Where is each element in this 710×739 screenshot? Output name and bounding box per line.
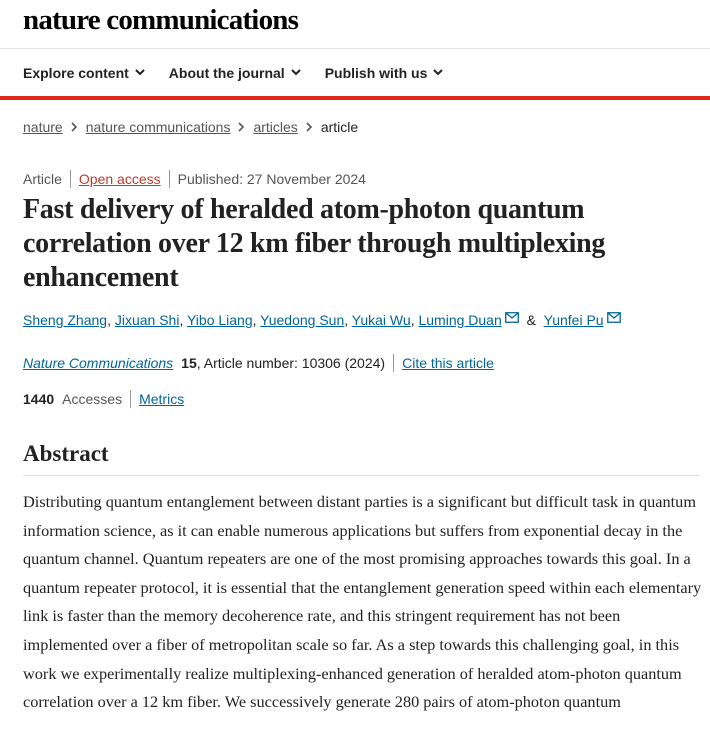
accesses-label: Accesses (62, 391, 123, 407)
ampersand: & (526, 312, 536, 328)
author-link[interactable]: Yibo Liang (186, 312, 253, 328)
abstract-heading: Abstract (23, 441, 700, 476)
article-number: , Article number: 10306 (2024) (196, 355, 386, 371)
cite-this-article-link[interactable]: Cite this article (402, 355, 494, 371)
breadcrumb-current: article (320, 119, 359, 135)
breadcrumb (23, 119, 358, 135)
nav-about-journal[interactable] (169, 65, 301, 81)
journal-link[interactable]: Nature Communications (23, 355, 174, 371)
author-link[interactable]: Jixuan Shi (114, 312, 180, 328)
chevron-right-icon (71, 122, 78, 132)
nav-item-label: About the journal (168, 64, 285, 81)
author-link[interactable]: Yukai Wu (351, 312, 411, 328)
article-title: Fast delivery of heralded atom-photon quantum correlation over 12 km fiber through multiplexing enhancement (23, 194, 606, 293)
author-link[interactable]: Yuedong Sun (260, 312, 345, 328)
site-logo[interactable]: nature communications (23, 4, 299, 36)
chevron-down-icon (291, 69, 301, 76)
published-date: Published: 27 November 2024 (177, 171, 366, 187)
divider (393, 354, 394, 372)
nav-item-label: Explore content (23, 64, 129, 81)
email-icon[interactable] (607, 312, 621, 323)
article-type: Article (23, 171, 62, 187)
author-link[interactable]: Sheng Zhang (23, 312, 108, 328)
header (0, 0, 710, 49)
chevron-down-icon (433, 69, 443, 76)
main-nav (0, 49, 710, 100)
article-meta (23, 170, 366, 188)
divider (70, 170, 71, 188)
citation-line (23, 354, 494, 372)
accesses-count: 1440 (23, 391, 55, 407)
divider (169, 170, 170, 188)
breadcrumb-nature[interactable]: nature (23, 119, 63, 135)
article-metrics (23, 390, 184, 408)
chevron-right-icon (238, 122, 245, 132)
divider (130, 390, 131, 408)
metrics-link[interactable]: Metrics (139, 391, 185, 407)
nav-item-label: Publish with us (324, 64, 428, 81)
author-link[interactable]: Yunfei Pu (543, 312, 604, 328)
author-link[interactable]: Luming Duan (418, 312, 502, 328)
email-icon[interactable] (505, 312, 519, 323)
author-list: Sheng Zhang, Jixuan Shi, Yibo Liang, Yuedong Sun, Yukai Wu, Luming Duan & Yunfei Pu (23, 312, 621, 328)
chevron-right-icon (306, 122, 313, 132)
abstract-text: Distributing quantum entanglement between distant parties is a significant but difficult task in quantum information science, as it can enable numerous applications but suffers from exponential decay in the quantum channel. Quantum repeaters are one of the most promising approaches towards this goal. In a quantum repeater protocol, it is essential that the entanglement generation speed within each elementary link is faster than the memory decoherence rate, and this stringent requirement has not been implemented over a fiber of metropolitan scale so far. As a step towards this challenging goal, in this work we experimentally realize multiplexing-enhanced generation of heralded atom-photon quantum correlation over a 12 km fiber. We successively generate 280 pairs of atom-photon quantum (23, 492, 702, 712)
nav-publish-with-us[interactable] (325, 65, 444, 81)
open-access-link[interactable]: Open access (78, 171, 161, 187)
breadcrumb-nature-communications[interactable]: nature communications (85, 119, 231, 135)
nav-explore-content[interactable] (23, 65, 145, 81)
breadcrumb-articles[interactable]: articles (253, 119, 298, 135)
chevron-down-icon (135, 69, 145, 76)
volume: 15 (181, 355, 197, 371)
